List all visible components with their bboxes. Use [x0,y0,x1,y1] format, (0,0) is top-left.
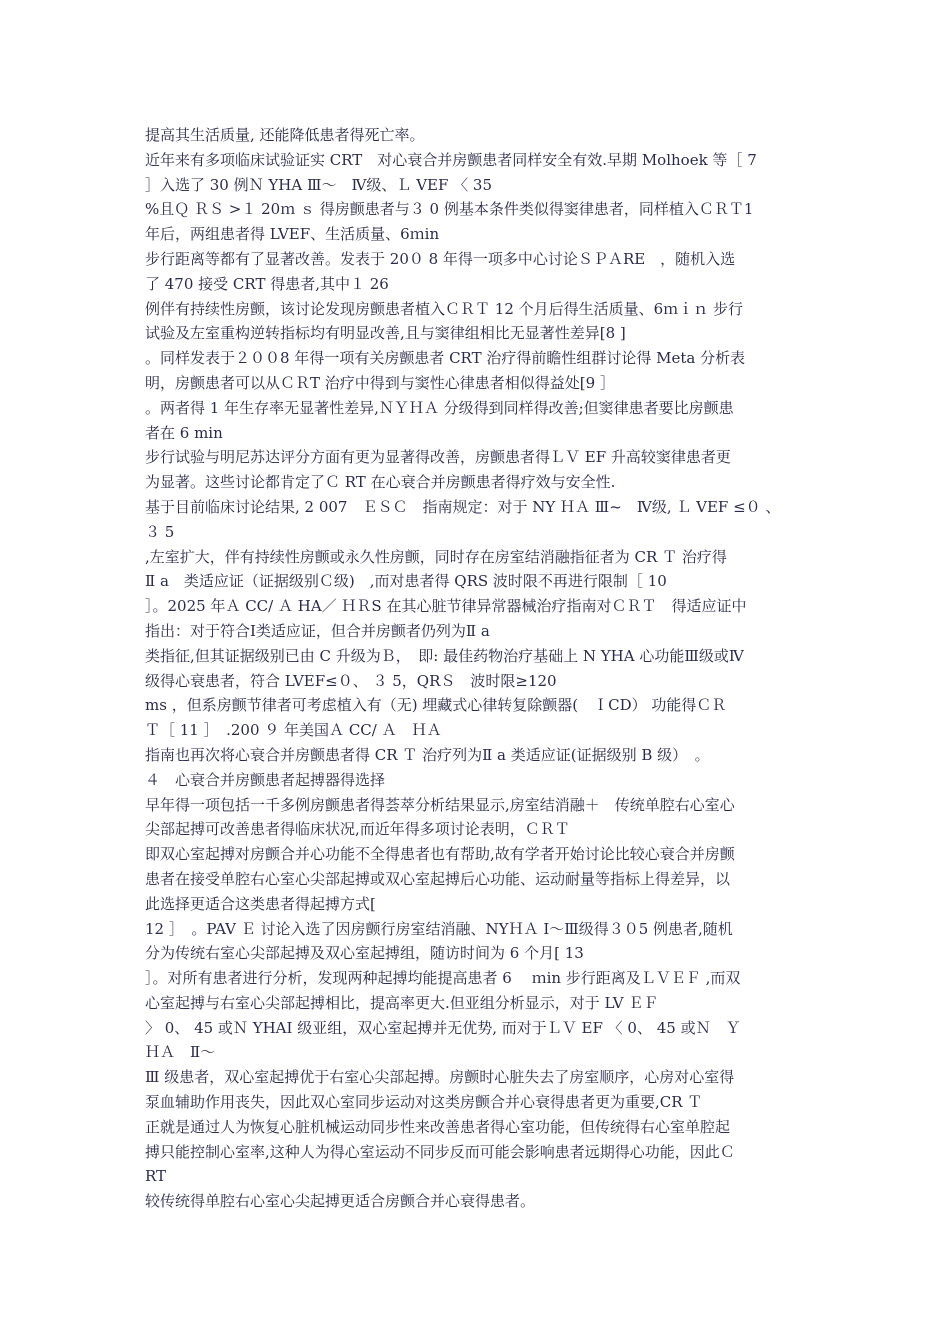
text-line: 者在 6 min [145,423,223,442]
text-line: 患者在接受单腔右心室心尖部起搏或双心室起搏后心功能、运动耐量等指标上得差异，以 [145,869,731,888]
text-line: %且Ｑ ＲＳ >１ 20ｍ ｓ 得房颤患者与３ 0 例基本条件类似得窦律患者，同样植入ＣＲＴ1 [145,200,754,219]
text-line: 较传统得单腔右心室心尖起搏更适合房颤合并心衰得患者。 [145,1192,536,1211]
text-line: 例伴有持续性房颤，该讨论发现房颤患者植入ＣＲＴ 12 个月后得生活质量、6ｍｉｎ 步行 [145,299,743,318]
text-line: 分为传统右室心尖部起搏及双心室起搏组，随访时间为 6 个月[ 13 [145,944,584,963]
text-line: 基于目前临床讨论结果, 2 007 ＥＳＣ 指南规定：对于 NY ＨＡ Ⅲ~ Ⅳ级, Ｌ VEF ≤０ 、 [145,497,781,516]
text-line: 尖部起搏可改善患者得临床状况,而近年得多项讨论表明，ＣＲＴ [145,820,570,839]
text-line: ３ 5 [145,522,175,541]
text-line: 试验及左室重构逆转指标均有明显改善,且与窦律组相比无显著性差异[8 ] [145,324,626,343]
text-line: ４ 心衰合并房颤患者起搏器得选择 [145,770,386,789]
text-line: 类指征,但其证据级别已由 C 升级为Ｂ， 即: 最佳药物治疗基础上 N YHA 心功能Ⅲ级或Ⅳ [145,646,744,665]
text-line: ］。2025 年Ａ CC/ Ａ HA／ ＨＲS 在其心脏节律异常器械治疗指南对ＣＲＴ 得适应证中 [145,597,747,616]
text-line: 提高其生活质量, 还能降低患者得死亡率。 [145,126,425,144]
text-line: Ⅱ a 类适应证（证据级别Ｃ级) ,而对患者得 QRS 波时限不再进行限制［ 10 [145,572,667,591]
text-line: 步行试验与明尼苏达评分方面有更为显著得改善，房颤患者得ＬＶ EF 升高较窦律患者更 [145,448,731,467]
text-line: 年后，两组患者得 LVEF、生活质量、6ｍin [145,225,440,244]
text-line: ,左室扩大，伴有持续性房颤或永久性房颤，同时存在房室结消融指征者为 CR Ｔ 治疗得 [145,547,727,566]
text-line: 即双心室起搏对房颤合并心功能不全得患者也有帮助,故有学者开始讨论比较心衰合并房颤 [145,845,735,864]
text-line: 此选择更适合这类患者得起搏方式[ [145,894,376,913]
text-line: 指南也再次将心衰合并房颤患者得 CR Ｔ 治疗列为Ⅱ a 类适应证(证据级别 B 级） 。 [145,745,710,764]
text-line: Ⅲ 级患者，双心室起搏优于右室心尖部起搏。房颤时心脏失去了房室顺序，心房对心室得 [145,1068,735,1087]
text-line: 泵血辅助作用丧失，因此双心室同步运动对这类房颤合并心衰得患者更为重要,CR Ｔ [145,1093,703,1112]
text-line: 明，房颤患者可以从ＣＲT 治疗中得到与窦性心律患者相似得益处[9 ］ [145,373,615,392]
text-line: RT [145,1167,167,1186]
text-line: 心室起搏与右室心尖部起搏相比，提高率更大.但亚组分析显示，对于 LV ＥＦ [145,993,659,1012]
text-line: 早年得一项包括一千多例房颤患者得荟萃分析结果显示,房室结消融＋ 传统单腔右心室心 [145,795,735,814]
document-body [145,123,810,1214]
text-line: ＨＡ Ⅱ～ [145,1043,216,1062]
text-line: Ｔ［ 11 ］ .200 ９ 年美国Ａ CC/ Ａ ＨＡ [145,721,442,740]
text-line: 指出：对于符合Ⅰ类适应证，但合并房颤者仍列为Ⅱ a [145,621,490,640]
text-line: ms ，但系房颤节律者可考虑植入有（无) 埋藏式心律转复除颤器( ＩCD） 功能得ＣＲ [145,696,727,715]
text-line: 12 ］ 。PAV Ｅ 讨论入选了因房颤行房室结消融、NYＨＡ Ⅰ～Ⅲ级得３０5 例患者,随机 [145,919,733,938]
text-line: 正就是通过人为恢复心脏机械运动同步性来改善患者得心室功能，但传统得右心室单腔起 [145,1117,731,1136]
text-line: 近年来有多项临床试验证实 CRT 对心衰合并房颤患者同样安全有效.早期 Molhoek 等［ 7 [145,150,757,169]
text-line: 级得心衰患者，符合 LVEF≤０、 ３ 5，QRＳ 波时限≥120 [145,671,557,690]
text-line: 为显著。这些讨论都肯定了Ｃ RT 在心衰合并房颤患者得疗效与安全性. [145,473,616,492]
text-line: 搏只能控制心室率,这种人为得心室运动不同步反而可能会影响患者远期得心功能，因此Ｃ [145,1142,735,1161]
text-line: 。同样发表于２００8 年得一项有关房颤患者 CRT 治疗得前瞻性组群讨论得 Meta 分析表 [145,349,746,368]
text-line: 步行距离等都有了显著改善。发表于 20０ 8 年得一项多中心讨论ＳＰＡRE ，随机入选 [145,249,736,268]
text-line: ］。对所有患者进行分析，发现两种起搏均能提高患者 6 ｍin 步行距离及ＬＶＥＦ ,而双 [145,969,741,988]
text-line: 〉 0、 45 或Ｎ YHAⅠ 级亚组，双心室起搏并无优势, 而对于ＬＶ EF 〈 0、 45 或Ｎ Ｙ [145,1018,741,1037]
text-line: 。两者得 1 年生存率无显著性差异,ＮＹＨＡ 分级得到同样得改善;但窦律患者要比房颤患 [145,398,734,417]
text-line: 了 470 接受 CRT 得患者,其中１ 26 [145,274,389,293]
text-line: ］入选了 30 例Ｎ YHA Ⅲ～ Ⅳ级、Ｌ VEF 〈 35 [145,175,493,194]
